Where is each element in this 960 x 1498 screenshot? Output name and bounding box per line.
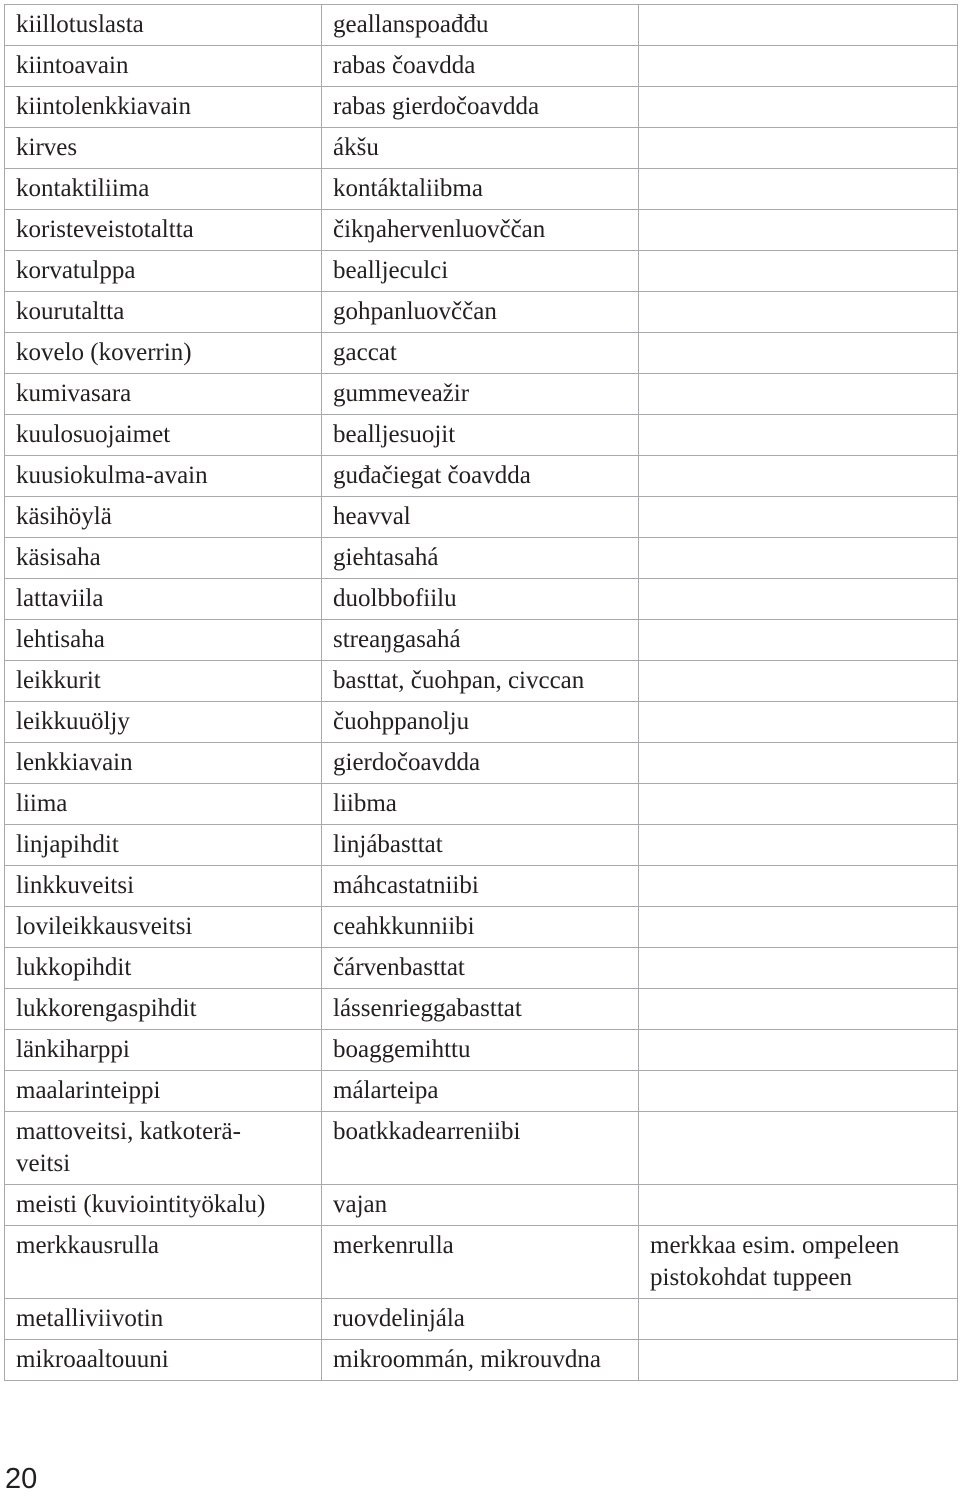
note-cell <box>639 866 958 907</box>
table-row <box>5 743 958 784</box>
finnish-term-cell: käsihöylä <box>5 497 322 538</box>
table-row <box>5 5 958 46</box>
finnish-term-cell: mikroaaltouuni <box>5 1340 322 1381</box>
finnish-term-cell: korvatulppa <box>5 251 322 292</box>
sami-term-cell: duolbbofiilu <box>322 579 639 620</box>
sami-term-cell: ruovdelinjála <box>322 1299 639 1340</box>
sami-term-cell: geallanspoađđu <box>322 5 639 46</box>
note-cell <box>639 1185 958 1226</box>
note-cell <box>639 46 958 87</box>
sami-term-cell: gaccat <box>322 333 639 374</box>
note-cell <box>639 579 958 620</box>
sami-term-cell: ceahkkunniibi <box>322 907 639 948</box>
table-row <box>5 251 958 292</box>
table-row <box>5 538 958 579</box>
finnish-term-cell: kiintolenkkiavain <box>5 87 322 128</box>
sami-term-cell: liibma <box>322 784 639 825</box>
note-cell <box>639 87 958 128</box>
sami-term-cell: máhcastatniibi <box>322 866 639 907</box>
table-row <box>5 866 958 907</box>
note-cell <box>639 497 958 538</box>
finnish-term-cell: meisti (kuviointityökalu) <box>5 1185 322 1226</box>
table-row <box>5 702 958 743</box>
sami-term-cell: čárvenbasttat <box>322 948 639 989</box>
page-number: 20 <box>5 1463 38 1495</box>
note-cell <box>639 1030 958 1071</box>
finnish-term-cell: kourutaltta <box>5 292 322 333</box>
finnish-term-cell: maalarinteippi <box>5 1071 322 1112</box>
finnish-term-cell: kiillotuslasta <box>5 5 322 46</box>
sami-term-cell: čuohppanolju <box>322 702 639 743</box>
table-row <box>5 620 958 661</box>
finnish-term-cell: linjapihdit <box>5 825 322 866</box>
table-row <box>5 210 958 251</box>
table-row <box>5 497 958 538</box>
sami-term-cell: gohpanluovččan <box>322 292 639 333</box>
note-cell <box>639 456 958 497</box>
finnish-term-cell: kumivasara <box>5 374 322 415</box>
sami-term-cell: mikroommán, mikrouvdna <box>322 1340 639 1381</box>
sami-term-cell: málarteipa <box>322 1071 639 1112</box>
table-row <box>5 1226 958 1299</box>
sami-term-cell: čikŋahervenluovččan <box>322 210 639 251</box>
table-row <box>5 661 958 702</box>
table-row <box>5 1299 958 1340</box>
sami-term-cell: merkenrulla <box>322 1226 639 1299</box>
sami-term-cell: rabas gierdočoavdda <box>322 87 639 128</box>
finnish-term-cell: liima <box>5 784 322 825</box>
table-row <box>5 1030 958 1071</box>
finnish-term-cell: kirves <box>5 128 322 169</box>
table-row <box>5 46 958 87</box>
table-row <box>5 784 958 825</box>
sami-term-cell: kontáktaliibma <box>322 169 639 210</box>
finnish-term-cell: linkkuveitsi <box>5 866 322 907</box>
note-cell <box>639 989 958 1030</box>
table-row <box>5 825 958 866</box>
sami-term-cell: rabas čoavdda <box>322 46 639 87</box>
note-cell <box>639 1340 958 1381</box>
note-cell <box>639 825 958 866</box>
finnish-term-cell: leikkuuöljy <box>5 702 322 743</box>
finnish-term-cell: lovileikkausveitsi <box>5 907 322 948</box>
finnish-term-cell: käsisaha <box>5 538 322 579</box>
finnish-term-cell: metalliviivotin <box>5 1299 322 1340</box>
table-row <box>5 948 958 989</box>
note-cell <box>639 128 958 169</box>
table-row <box>5 1340 958 1381</box>
sami-term-cell: basttat, čuohpan, civccan <box>322 661 639 702</box>
finnish-term-cell: lukkopihdit <box>5 948 322 989</box>
table-row <box>5 374 958 415</box>
table-row <box>5 169 958 210</box>
note-cell <box>639 948 958 989</box>
note-cell <box>639 415 958 456</box>
sami-term-cell: heavval <box>322 497 639 538</box>
note-cell <box>639 210 958 251</box>
note-cell <box>639 292 958 333</box>
note-cell <box>639 169 958 210</box>
table-row <box>5 128 958 169</box>
sami-term-cell: gierdočoavdda <box>322 743 639 784</box>
finnish-term-cell: lukkorengaspihdit <box>5 989 322 1030</box>
glossary-body <box>5 5 958 1381</box>
sami-term-cell: streaŋgasahá <box>322 620 639 661</box>
finnish-term-cell: lenkkiavain <box>5 743 322 784</box>
glossary-table <box>4 4 958 1381</box>
finnish-term-cell: mattoveitsi, katkoterä- veitsi <box>5 1112 322 1185</box>
table-row <box>5 989 958 1030</box>
sami-term-cell: ákšu <box>322 128 639 169</box>
finnish-term-cell: kiintoavain <box>5 46 322 87</box>
note-cell <box>639 374 958 415</box>
finnish-term-cell: koristeveistotaltta <box>5 210 322 251</box>
table-row <box>5 292 958 333</box>
table-row <box>5 1071 958 1112</box>
finnish-term-cell: lattaviila <box>5 579 322 620</box>
finnish-term-cell: leikkurit <box>5 661 322 702</box>
table-row <box>5 907 958 948</box>
note-cell <box>639 784 958 825</box>
sami-term-cell: bealljesuojit <box>322 415 639 456</box>
note-cell <box>639 661 958 702</box>
finnish-term-cell: kovelo (koverrin) <box>5 333 322 374</box>
table-row <box>5 415 958 456</box>
note-cell <box>639 5 958 46</box>
finnish-term-cell: länkiharppi <box>5 1030 322 1071</box>
note-cell <box>639 620 958 661</box>
note-cell <box>639 333 958 374</box>
note-cell <box>639 251 958 292</box>
note-cell <box>639 702 958 743</box>
note-cell: merkkaa esim. ompeleen pistokohdat tuppeen <box>639 1226 958 1299</box>
table-row <box>5 1112 958 1185</box>
table-row <box>5 333 958 374</box>
sami-term-cell: bealljeculci <box>322 251 639 292</box>
sami-term-cell: vajan <box>322 1185 639 1226</box>
table-row <box>5 456 958 497</box>
table-row <box>5 1185 958 1226</box>
note-cell <box>639 1112 958 1185</box>
sami-term-cell: lássenrieggabasttat <box>322 989 639 1030</box>
sami-term-cell: linjábasttat <box>322 825 639 866</box>
sami-term-cell: boatkkadearreniibi <box>322 1112 639 1185</box>
table-row <box>5 87 958 128</box>
sami-term-cell: guđačiegat čoavdda <box>322 456 639 497</box>
finnish-term-cell: merkkausrulla <box>5 1226 322 1299</box>
finnish-term-cell: kontaktiliima <box>5 169 322 210</box>
note-cell <box>639 743 958 784</box>
table-row <box>5 579 958 620</box>
finnish-term-cell: kuusiokulma-avain <box>5 456 322 497</box>
finnish-term-cell: lehtisaha <box>5 620 322 661</box>
note-cell <box>639 907 958 948</box>
sami-term-cell: gummeveažir <box>322 374 639 415</box>
sami-term-cell: boaggemihttu <box>322 1030 639 1071</box>
sami-term-cell: giehtasahá <box>322 538 639 579</box>
note-cell <box>639 1071 958 1112</box>
note-cell <box>639 1299 958 1340</box>
finnish-term-cell: kuulosuojaimet <box>5 415 322 456</box>
note-cell <box>639 538 958 579</box>
